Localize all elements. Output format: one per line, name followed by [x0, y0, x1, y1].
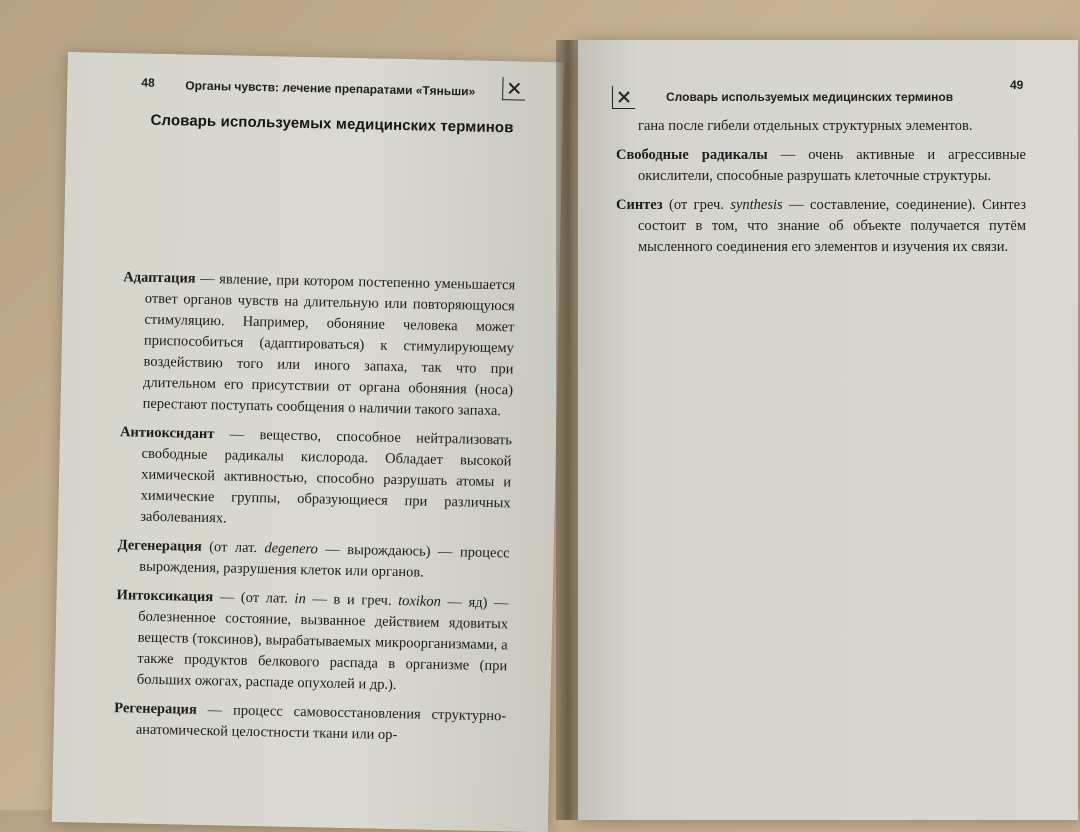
book-spine — [556, 40, 580, 820]
page-number-left: 48 — [141, 75, 155, 90]
glossary-list-left — [113, 267, 515, 756]
glossary-entry: Дегенерация (от лат. degenero — вырождаюсь) — процесс вырождения, разрушения клеток или органов. — [117, 537, 510, 581]
glossary-entry: Регенерация — процесс самовосстановления структурно-анатомической целостности ткани или ор- — [114, 700, 507, 744]
glossary-entry: Синтез (от греч. synthesis — составление, соединение). Синтез состоит в том, что знание об объекте получается путём мысленного соединения его элементов и изучения их связи. — [616, 197, 1026, 255]
glossary-list-right — [616, 116, 1026, 266]
running-head-right: Словарь используемых медицинских терминов — [666, 90, 954, 104]
x-logo-icon — [612, 86, 635, 109]
left-page — [52, 52, 564, 832]
glossary-entry: Антиоксидант — вещество, способное нейтрализовать свободные радикалы кислорода. Обладает высокой химической активностью, способно разрушать атомы и химические группы, образующиеся при различных заболеваниях. — [119, 424, 513, 527]
glossary-entry: Интоксикация — (от лат. in — в и греч. toxikon — яд) — болезненное состояние, вызванное действием ядовитых веществ (токсинов), вырабатываемых микроорганизмами, а также продуктов белкового распада в организме (при больших ожогах, распаде опухолей и др.). — [116, 587, 509, 694]
glossary-entry: Адаптация — явление, при котором постепенно уменьшается ответ органов чувств на длительную или повторяющуюся стимуляцию. Например, обоняние человека может приспособиться (адаптироваться) к стимулирующему воздействию того или иного запаха, так что при длительном его присутствии от органа обоняния (носа) перестают поступать сообщения о наличии такого запаха. — [123, 269, 516, 420]
right-page — [578, 40, 1078, 820]
running-head-left: Органы чувств: лечение препаратами «Тяньши» — [185, 78, 476, 99]
section-title: Словарь используемых медицинских терминов — [150, 111, 514, 137]
glossary-continuation: гана после гибели отдельных структурных элементов. — [638, 118, 973, 134]
x-logo-icon — [502, 77, 525, 100]
page-number-right: 49 — [1010, 78, 1024, 92]
glossary-entry: Свободные радикалы — очень активные и агрессивные окислители, способные разрушать клеточные структуры. — [616, 147, 1026, 184]
